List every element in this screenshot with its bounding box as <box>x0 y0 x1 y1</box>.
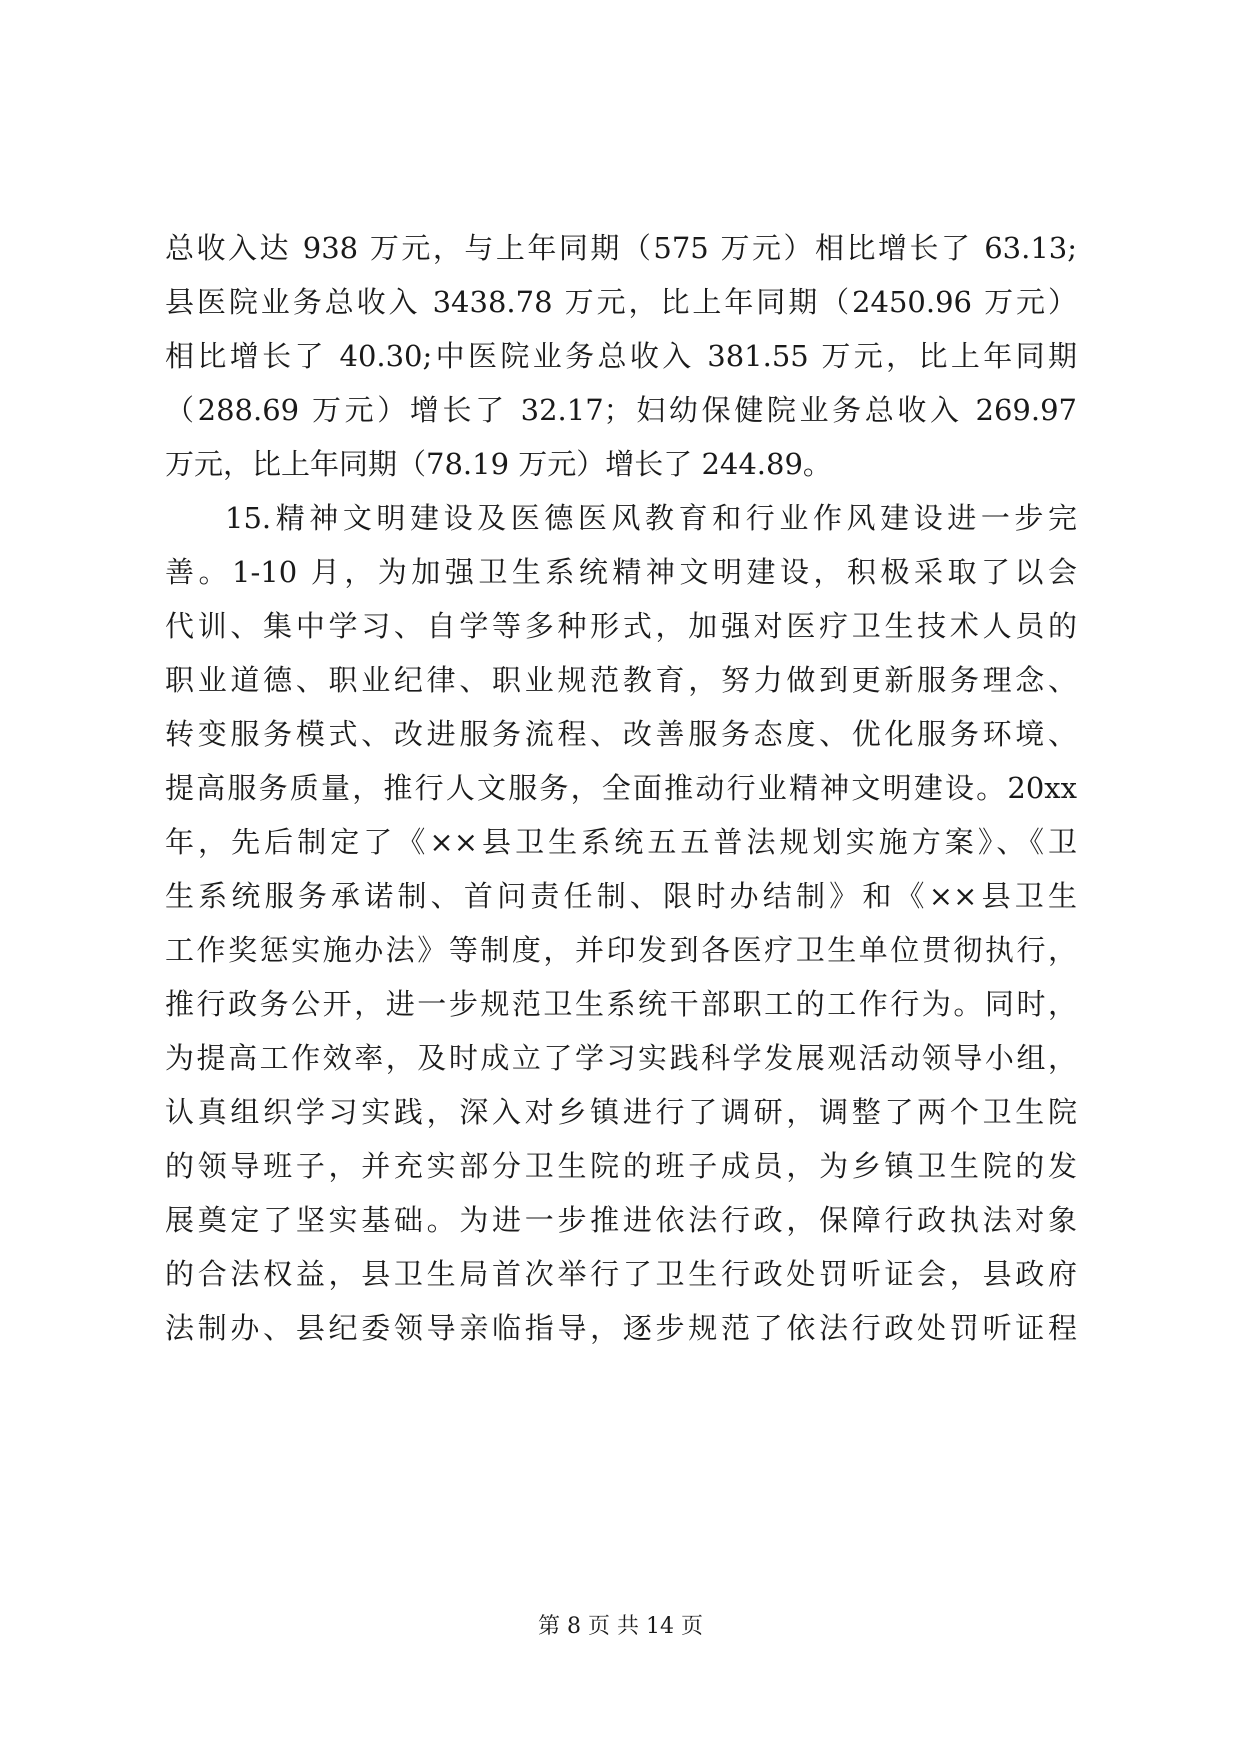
text-line: 相比增长了 40.30;中医院业务总收入 381.55 万元，比上年同期 <box>165 339 1077 373</box>
text-line: 的合法权益，县卫生局首次举行了卫生行政处罚听证会，县政府 <box>165 1257 1077 1291</box>
text-line: 工作奖惩实施办法》等制度，并印发到各医疗卫生单位贯彻执行， <box>165 933 1077 967</box>
text-line: 转变服务模式、改进服务流程、改善服务态度、优化服务环境、 <box>165 717 1077 751</box>
text-line: 展奠定了坚实基础。为进一步推进依法行政，保障行政执法对象 <box>165 1203 1077 1237</box>
text-line: 县医院业务总收入 3438.78 万元，比上年同期（2450.96 万元） <box>165 285 1077 319</box>
text-line: 代训、集中学习、自学等多种形式，加强对医疗卫生技术人员的 <box>165 609 1077 643</box>
text-line: 认真组织学习实践，深入对乡镇进行了调研，调整了两个卫生院 <box>165 1095 1077 1129</box>
text-line: 提高服务质量，推行人文服务，全面推动行业精神文明建设。20xx <box>165 771 1077 805</box>
text-line: 的领导班子，并充实部分卫生院的班子成员，为乡镇卫生院的发 <box>165 1149 1077 1183</box>
text-line: 职业道德、职业纪律、职业规范教育，努力做到更新服务理念、 <box>165 663 1077 697</box>
text-line: 为提高工作效率，及时成立了学习实践科学发展观活动领导小组， <box>165 1041 1077 1075</box>
paragraph-first-line: 15.精神文明建设及医德医风教育和行业作风建设进一步完 <box>225 501 1077 535</box>
text-line: 总收入达 938 万元，与上年同期（575 万元）相比增长了 63.13; <box>165 231 1077 265</box>
text-line: 法制办、县纪委领导亲临指导，逐步规范了依法行政处罚听证程 <box>165 1311 1077 1345</box>
text-line: 善。1-10 月，为加强卫生系统精神文明建设，积极采取了以会 <box>165 555 1077 589</box>
text-line: 年，先后制定了《××县卫生系统五五普法规划实施方案》、《卫 <box>165 825 1077 859</box>
page-footer: 第 8 页 共 14 页 <box>538 1614 703 1639</box>
text-line: 推行政务公开，进一步规范卫生系统干部职工的工作行为。同时， <box>165 987 1077 1021</box>
text-line: （288.69 万元）增长了 32.17；妇幼保健院业务总收入 269.97 <box>165 393 1077 427</box>
text-line: 生系统服务承诺制、首问责任制、限时办结制》和《××县卫生 <box>165 879 1077 913</box>
text-line: 万元，比上年同期（78.19 万元）增长了 244.89。 <box>165 447 832 481</box>
